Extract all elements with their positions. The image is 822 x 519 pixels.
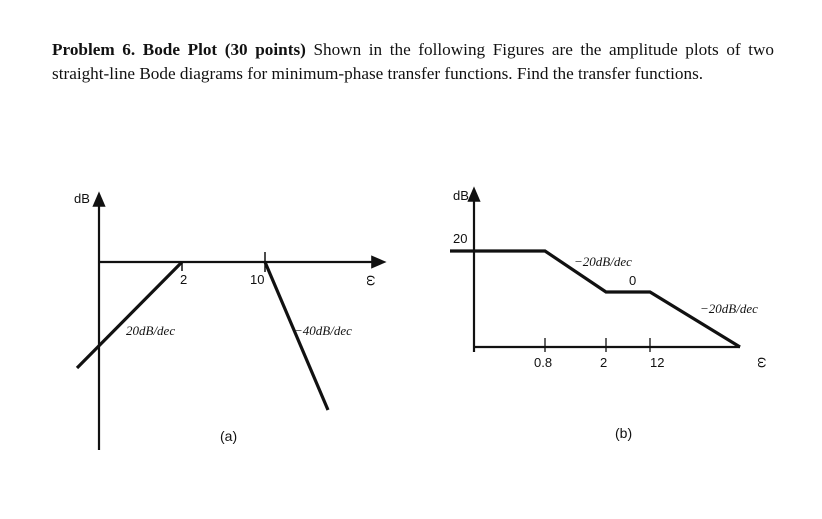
figure-b-tick-2: 2 xyxy=(600,355,608,370)
figure-a-slope-right: −40dB/dec xyxy=(294,323,352,338)
figure-b-x-axis-label: ω xyxy=(755,357,771,368)
figure-a-left-asymptote xyxy=(77,262,182,368)
figure-a-slope-left: 20dB/dec xyxy=(126,323,176,338)
figure-a-y-axis-label: dB xyxy=(74,191,90,206)
figure-b-tick-12: 12 xyxy=(650,355,665,370)
figure-b xyxy=(450,188,771,441)
figure-a-x-axis-label: ω xyxy=(364,275,380,286)
figure-b-y-axis-label: dB xyxy=(453,188,469,203)
figure-b-slope-middle: −20dB/dec xyxy=(574,254,632,269)
figure-b-caption: (b) xyxy=(615,425,633,441)
problem-text: Shown in the following Figures are the amplitude plots of two straight-line Bode diagrams for minimum-phase transfer functions. Find the transfer functions. xyxy=(52,40,774,83)
figure-a-tick-2: 2 xyxy=(180,272,188,287)
figure-b-tick-0-8: 0.8 xyxy=(534,355,553,370)
figure-a-tick-10: 10 xyxy=(250,272,265,287)
figure-a xyxy=(74,191,380,450)
problem-heading: Problem 6. Bode Plot (30 points) xyxy=(52,40,306,59)
figure-b-level-0: 0 xyxy=(629,273,637,288)
figure-a-caption: (a) xyxy=(220,428,238,444)
figure-b-level-20: 20 xyxy=(453,231,468,246)
figure-b-slope-right: −20dB/dec xyxy=(700,301,758,316)
